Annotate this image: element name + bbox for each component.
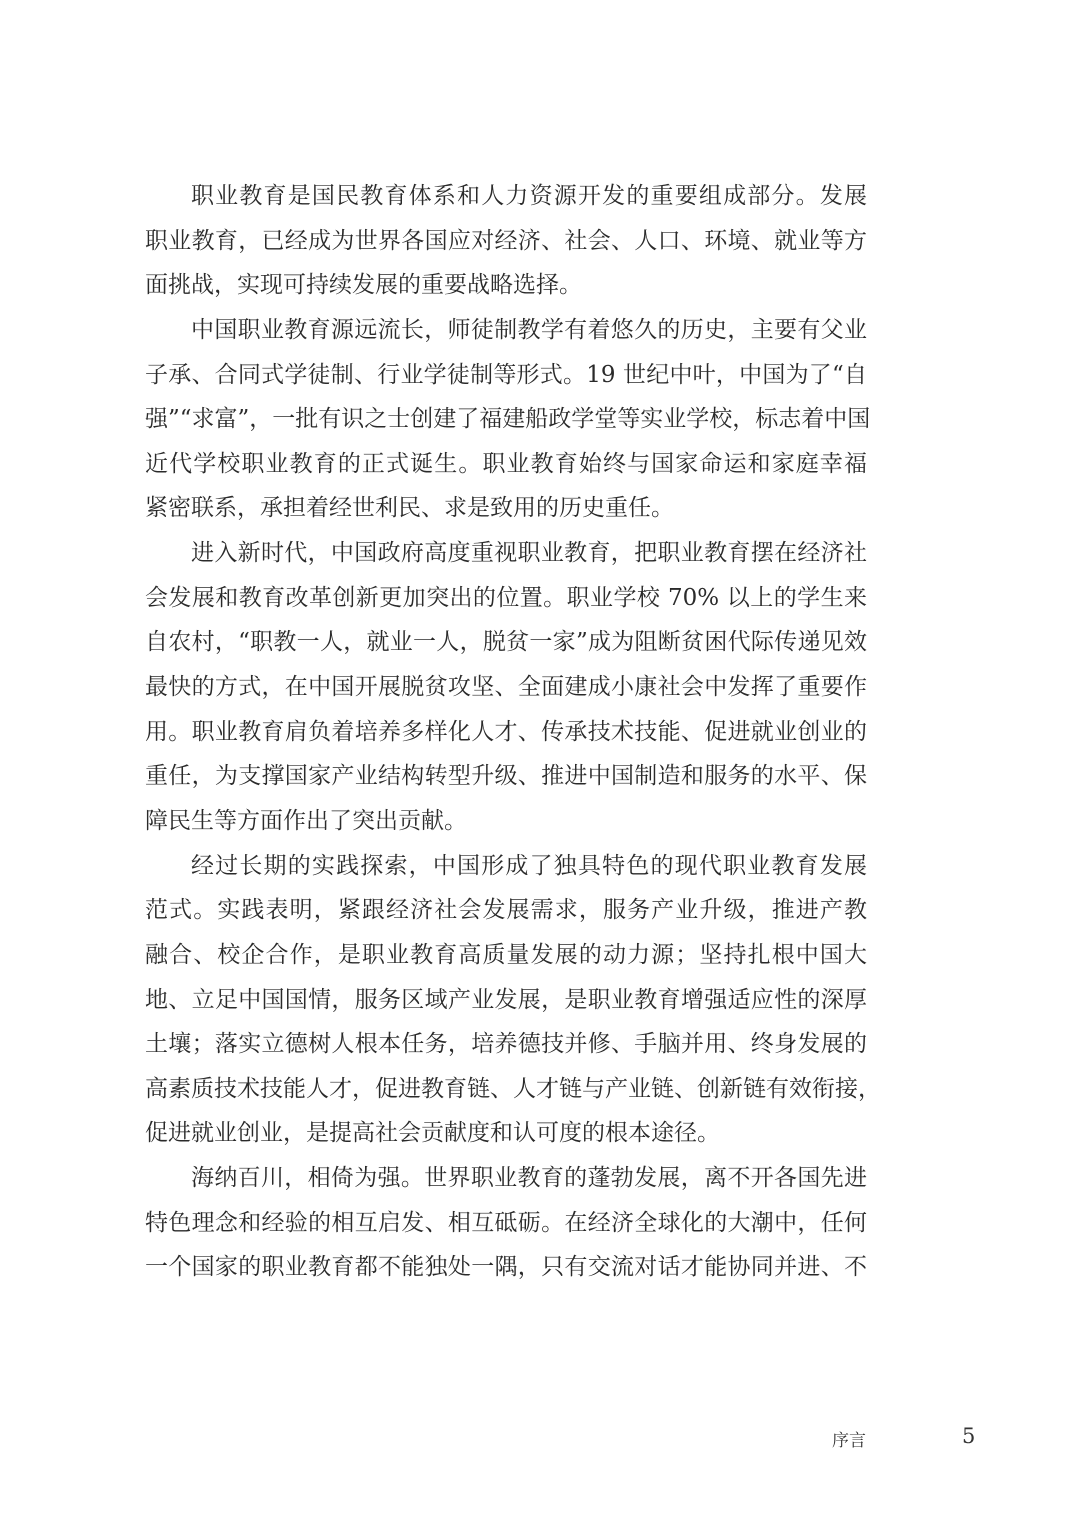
paragraph bbox=[145, 310, 871, 533]
page-number: 5 bbox=[962, 1424, 976, 1448]
running-footer-section: 序言 bbox=[832, 1431, 866, 1451]
text-line: 高素质技术技能人才，促进教育链、人才链与产业链、创新链有效衔接， bbox=[145, 1075, 881, 1102]
text-line: 促进就业创业，是提高社会贡献度和认可度的根本途径。 bbox=[145, 1120, 720, 1147]
text-line: 会发展和教育改革创新更加突出的位置。职业学校 70% 以上的学生来 bbox=[145, 584, 867, 611]
paragraph bbox=[145, 1158, 867, 1292]
text-line: 障民生等方面作出了突出贡献。 bbox=[145, 807, 467, 834]
text-line: 范式。实践表明，紧跟经济社会发展需求，服务产业升级，推进产教 bbox=[145, 897, 867, 924]
text-line: 紧密联系，承担着经世利民、求是致用的历史重任。 bbox=[145, 495, 674, 522]
paragraph bbox=[145, 176, 867, 310]
text-line: 近代学校职业教育的正式诞生。职业教育始终与国家命运和家庭幸福 bbox=[145, 450, 867, 477]
text-line: 面挑战，实现可持续发展的重要战略选择。 bbox=[145, 272, 582, 299]
text-line: 职业教育是国民教育体系和人力资源开发的重要组成部分。发展 bbox=[191, 183, 867, 209]
text-line: 进入新时代，中国政府高度重视职业教育，把职业教育摆在经济社 bbox=[191, 540, 867, 567]
paragraph bbox=[145, 533, 867, 845]
text-line: 最快的方式，在中国开展脱贫攻坚、全面建成小康社会中发挥了重要作 bbox=[145, 674, 867, 701]
text-line: 土壤；落实立德树人根本任务，培养德技并修、手脑并用、终身发展的 bbox=[145, 1031, 867, 1058]
text-line: 地、立足中国国情，服务区域产业发展，是职业教育增强适应性的深厚 bbox=[145, 986, 867, 1013]
text-line: 子承、合同式学徒制、行业学徒制等形式。19 世纪中叶，中国为了“自 bbox=[145, 361, 867, 388]
body-text bbox=[145, 176, 881, 1292]
text-line: 职业教育，已经成为世界各国应对经济、社会、人口、环境、就业等方 bbox=[145, 227, 867, 254]
text-line: 用。职业教育肩负着培养多样化人才、传承技术技能、促进就业创业的 bbox=[145, 718, 867, 745]
text-line: 经过长期的实践探索，中国形成了独具特色的现代职业教育发展 bbox=[191, 852, 867, 879]
text-line: 自农村，“职教一人，就业一人，脱贫一家”成为阻断贫困代际传递见效 bbox=[145, 629, 867, 656]
text-line: 海纳百川，相倚为强。世界职业教育的蓬勃发展，离不开各国先进 bbox=[191, 1165, 867, 1192]
text-line: 中国职业教育源远流长，师徒制教学有着悠久的历史，主要有父业 bbox=[191, 316, 867, 343]
text-line: 融合、校企合作，是职业教育高质量发展的动力源；坚持扎根中国大 bbox=[145, 941, 867, 968]
text-line: 特色理念和经验的相互启发、相互砥砺。在经济全球化的大潮中，任何 bbox=[145, 1209, 867, 1236]
text-line: 重任，为支撑国家产业结构转型升级、推进中国制造和服务的水平、保 bbox=[145, 763, 867, 790]
text-line: 强”“求富”，一批有识之士创建了福建船政学堂等实业学校，标志着中国 bbox=[145, 406, 871, 433]
paragraph bbox=[145, 846, 881, 1158]
text-line: 一个国家的职业教育都不能独处一隅，只有交流对话才能协同并进、不 bbox=[145, 1254, 867, 1281]
